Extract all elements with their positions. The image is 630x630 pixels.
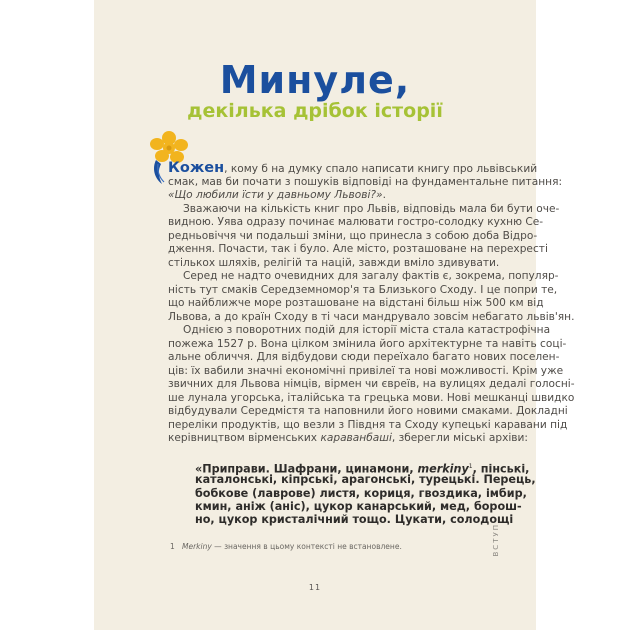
body-text	[168, 160, 575, 446]
chapter-subtitle: декілька дрібок історії	[187, 100, 443, 122]
text-line: що найближче море розташоване на відстані більш ніж 500 км від	[168, 297, 544, 309]
footnote-marker: 1	[170, 542, 175, 551]
section-label: ВСТУП	[492, 523, 500, 557]
text-line: пожежа 1527 р. Вона цілком змінила його архітектурне та навіть соці-	[168, 337, 567, 350]
text-line: Зважаючи на кількість книг про Львів, відповідь мала би бути оче-	[183, 202, 560, 215]
text-line: смак, мав би почати з пошуків відповіді на фундаментальне питання:	[168, 175, 563, 188]
block-quote	[195, 460, 536, 527]
footnote: 1 Merkiny — значення в цьому контексті не встановлене.	[170, 542, 402, 551]
text-line: альне обличчя. Для відбудови сюди переїхало багато нових поселен-	[168, 351, 560, 363]
footnote-ref: 1	[468, 463, 473, 470]
quote-line: каталонські, кіпрські, арагонські, турецькі. Перець,	[195, 473, 536, 487]
text-line: дження. Почасти, так і було. Але місто, розташоване на перехресті	[168, 243, 548, 255]
text-line: редньовіччя чи подальші зміни, що принесла з собою доба Відро-	[168, 229, 538, 242]
quote-line: «Приправи. Шафрани, цинамони, merkiny$^1$, пінські,	[195, 462, 530, 476]
quote-line: бобкове (лаврове) листя, кориця, гвоздика, імбир,	[195, 486, 527, 500]
drop-word: Кожен	[168, 160, 225, 176]
chapter-title: Минуле,	[219, 58, 411, 102]
text-line: Серед не надто очевидних для загалу фактів є, зокрема, популяр-	[183, 270, 559, 282]
text-line: ше лунала угорська, італійська та грецька мови. Нові мешканці швидко	[168, 391, 575, 404]
text-line: ців: їх вабили значні економічні привілеї та нові можливості. Крім уже	[168, 364, 564, 377]
quote-line: но, цукор кристалічний тощо. Цукати, солодощі	[195, 513, 514, 527]
text-line: переліки продуктів, що везли з Півдня та Сходу купецькі каравани під	[168, 418, 568, 431]
text-line: «Що любили їсти у давньому Львові?».	[168, 189, 386, 201]
text-line: Кожен, кому б на думку спало написати книгу про львівський	[168, 160, 538, 176]
text-line: ність тут смаків Середземномор'я та Близького Сходу. І це попри те,	[168, 283, 558, 296]
text-line: Львова, а до країн Сходу в ті часи мандрувало зовсім небагато львів'ян.	[168, 310, 575, 323]
text-line: стількох шляхів, релігій та націй, завжди вміло здивувати.	[168, 256, 500, 269]
text-line: керівництвом вірменських караванбаші, зберегли міські архіви:	[168, 432, 528, 444]
text-line: Однією з поворотних подій для історії міста стала катастрофічна	[183, 324, 551, 336]
text-line: звичних для Львова німців, вірмен чи євреїв, на вулицях дедалі голосні-	[168, 378, 575, 390]
text-line: видною. Уява одразу починає малювати гостро-солодку кухню Се-	[168, 216, 544, 228]
text-line: відбудували Середмістя та наповнили його новими смаками. Докладні	[168, 405, 568, 417]
page-number: 11	[308, 583, 322, 592]
quote-line: кмин, аніж (аніс), цукор канарський, мед, борош-	[195, 499, 522, 513]
